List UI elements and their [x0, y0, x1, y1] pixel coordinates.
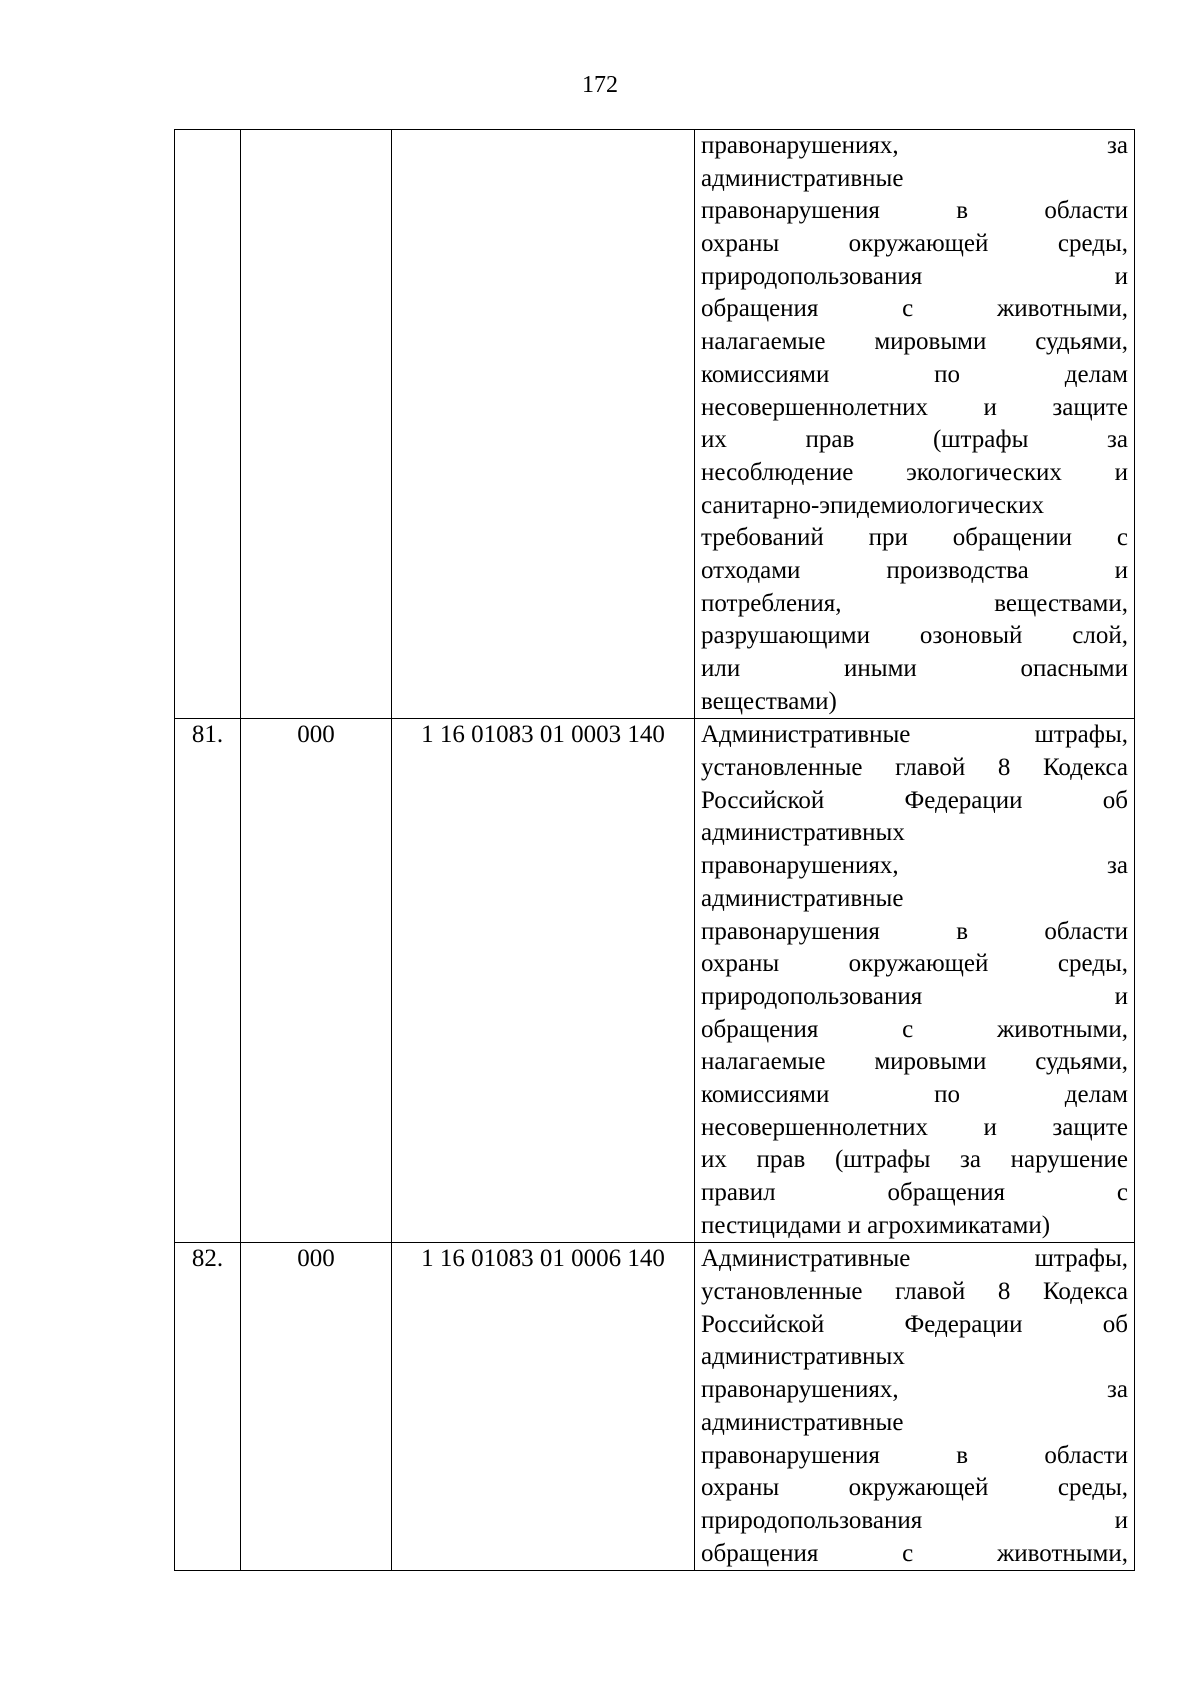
description-line: охраны окружающей среды,	[701, 950, 1128, 978]
description-line: обращения с животными,	[701, 1539, 1128, 1567]
description-line: Административные штрафы,	[701, 1245, 1128, 1273]
admin-code-cell: 000	[241, 719, 392, 1243]
description-cell	[695, 130, 1135, 719]
description-line: административные	[701, 164, 904, 192]
description-line: веществами)	[701, 687, 837, 715]
admin-code-cell: 000	[241, 1243, 392, 1571]
description-line: несоблюдение экологических и	[701, 458, 1128, 486]
description-line: правил обращения с	[701, 1179, 1128, 1206]
description-line: правонарушениях, за	[701, 1376, 1128, 1404]
description-line: комиссиями по делам	[701, 1080, 1128, 1108]
description-cell	[695, 719, 1135, 1243]
description-line: административные	[701, 884, 904, 912]
row-number-cell	[175, 130, 241, 719]
description-cell	[695, 1243, 1135, 1571]
description-line: охраны окружающей среды,	[701, 1474, 1128, 1502]
description-line: правонарушения в области	[701, 917, 1128, 945]
admin-code-cell	[241, 130, 392, 719]
description-line: природопользования и	[701, 262, 1128, 290]
description-line: правонарушения в области	[701, 197, 1128, 225]
description-line: их прав (штрафы за	[701, 426, 1128, 454]
description-line: административных	[701, 1343, 905, 1371]
description-line: отходами производства и	[701, 556, 1128, 584]
kbk-table	[174, 129, 1135, 1571]
description-line: несовершеннолетних и защите	[701, 1113, 1128, 1141]
row-number-cell: 82.	[175, 1243, 241, 1571]
description-line: санитарно-эпидемиологических	[701, 491, 1044, 519]
description-line: Административные штрафы,	[701, 721, 1128, 749]
description-line: правонарушения в области	[701, 1441, 1128, 1469]
description-line: требований при обращении с	[701, 524, 1128, 552]
description-line: охраны окружающей среды,	[701, 230, 1128, 258]
description-line: налагаемые мировыми судьями,	[701, 328, 1128, 356]
kbk-code-cell: 1 16 01083 01 0006 140	[392, 1243, 695, 1571]
table-row	[175, 719, 1135, 1243]
description-line: или иными опасными	[701, 655, 1128, 682]
description-line: пестицидами и агрохимикатами)	[701, 1211, 1051, 1239]
description-line: Российской Федерации об	[701, 1310, 1128, 1338]
table-row	[175, 1243, 1135, 1571]
description-line: потребления, веществами,	[701, 589, 1128, 617]
description-line: природопользования и	[701, 982, 1128, 1010]
description-line: правонарушениях, за	[701, 132, 1128, 159]
description-line: их прав (штрафы за нарушение	[701, 1146, 1128, 1174]
description-line: установленные главой 8 Кодекса	[701, 1278, 1128, 1306]
row-number-cell: 81.	[175, 719, 241, 1243]
description-line: правонарушениях, за	[701, 852, 1128, 880]
description-line: административных	[701, 819, 905, 847]
description-line: Российской Федерации об	[701, 786, 1128, 814]
page-number: 172	[582, 72, 618, 98]
description-line: налагаемые мировыми судьями,	[701, 1048, 1128, 1076]
description-line: комиссиями по делам	[701, 360, 1128, 388]
kbk-code-cell: 1 16 01083 01 0003 140	[392, 719, 695, 1243]
description-line: административные	[701, 1408, 904, 1436]
description-line: установленные главой 8 Кодекса	[701, 754, 1128, 782]
table-row	[175, 130, 1135, 719]
description-line: обращения с животными,	[701, 1015, 1128, 1043]
description-line: несовершеннолетних и защите	[701, 393, 1128, 421]
description-line: обращения с животными,	[701, 295, 1128, 323]
description-line: природопользования и	[701, 1506, 1128, 1534]
kbk-code-cell	[392, 130, 695, 719]
description-line: разрушающими озоновый слой,	[701, 622, 1128, 650]
